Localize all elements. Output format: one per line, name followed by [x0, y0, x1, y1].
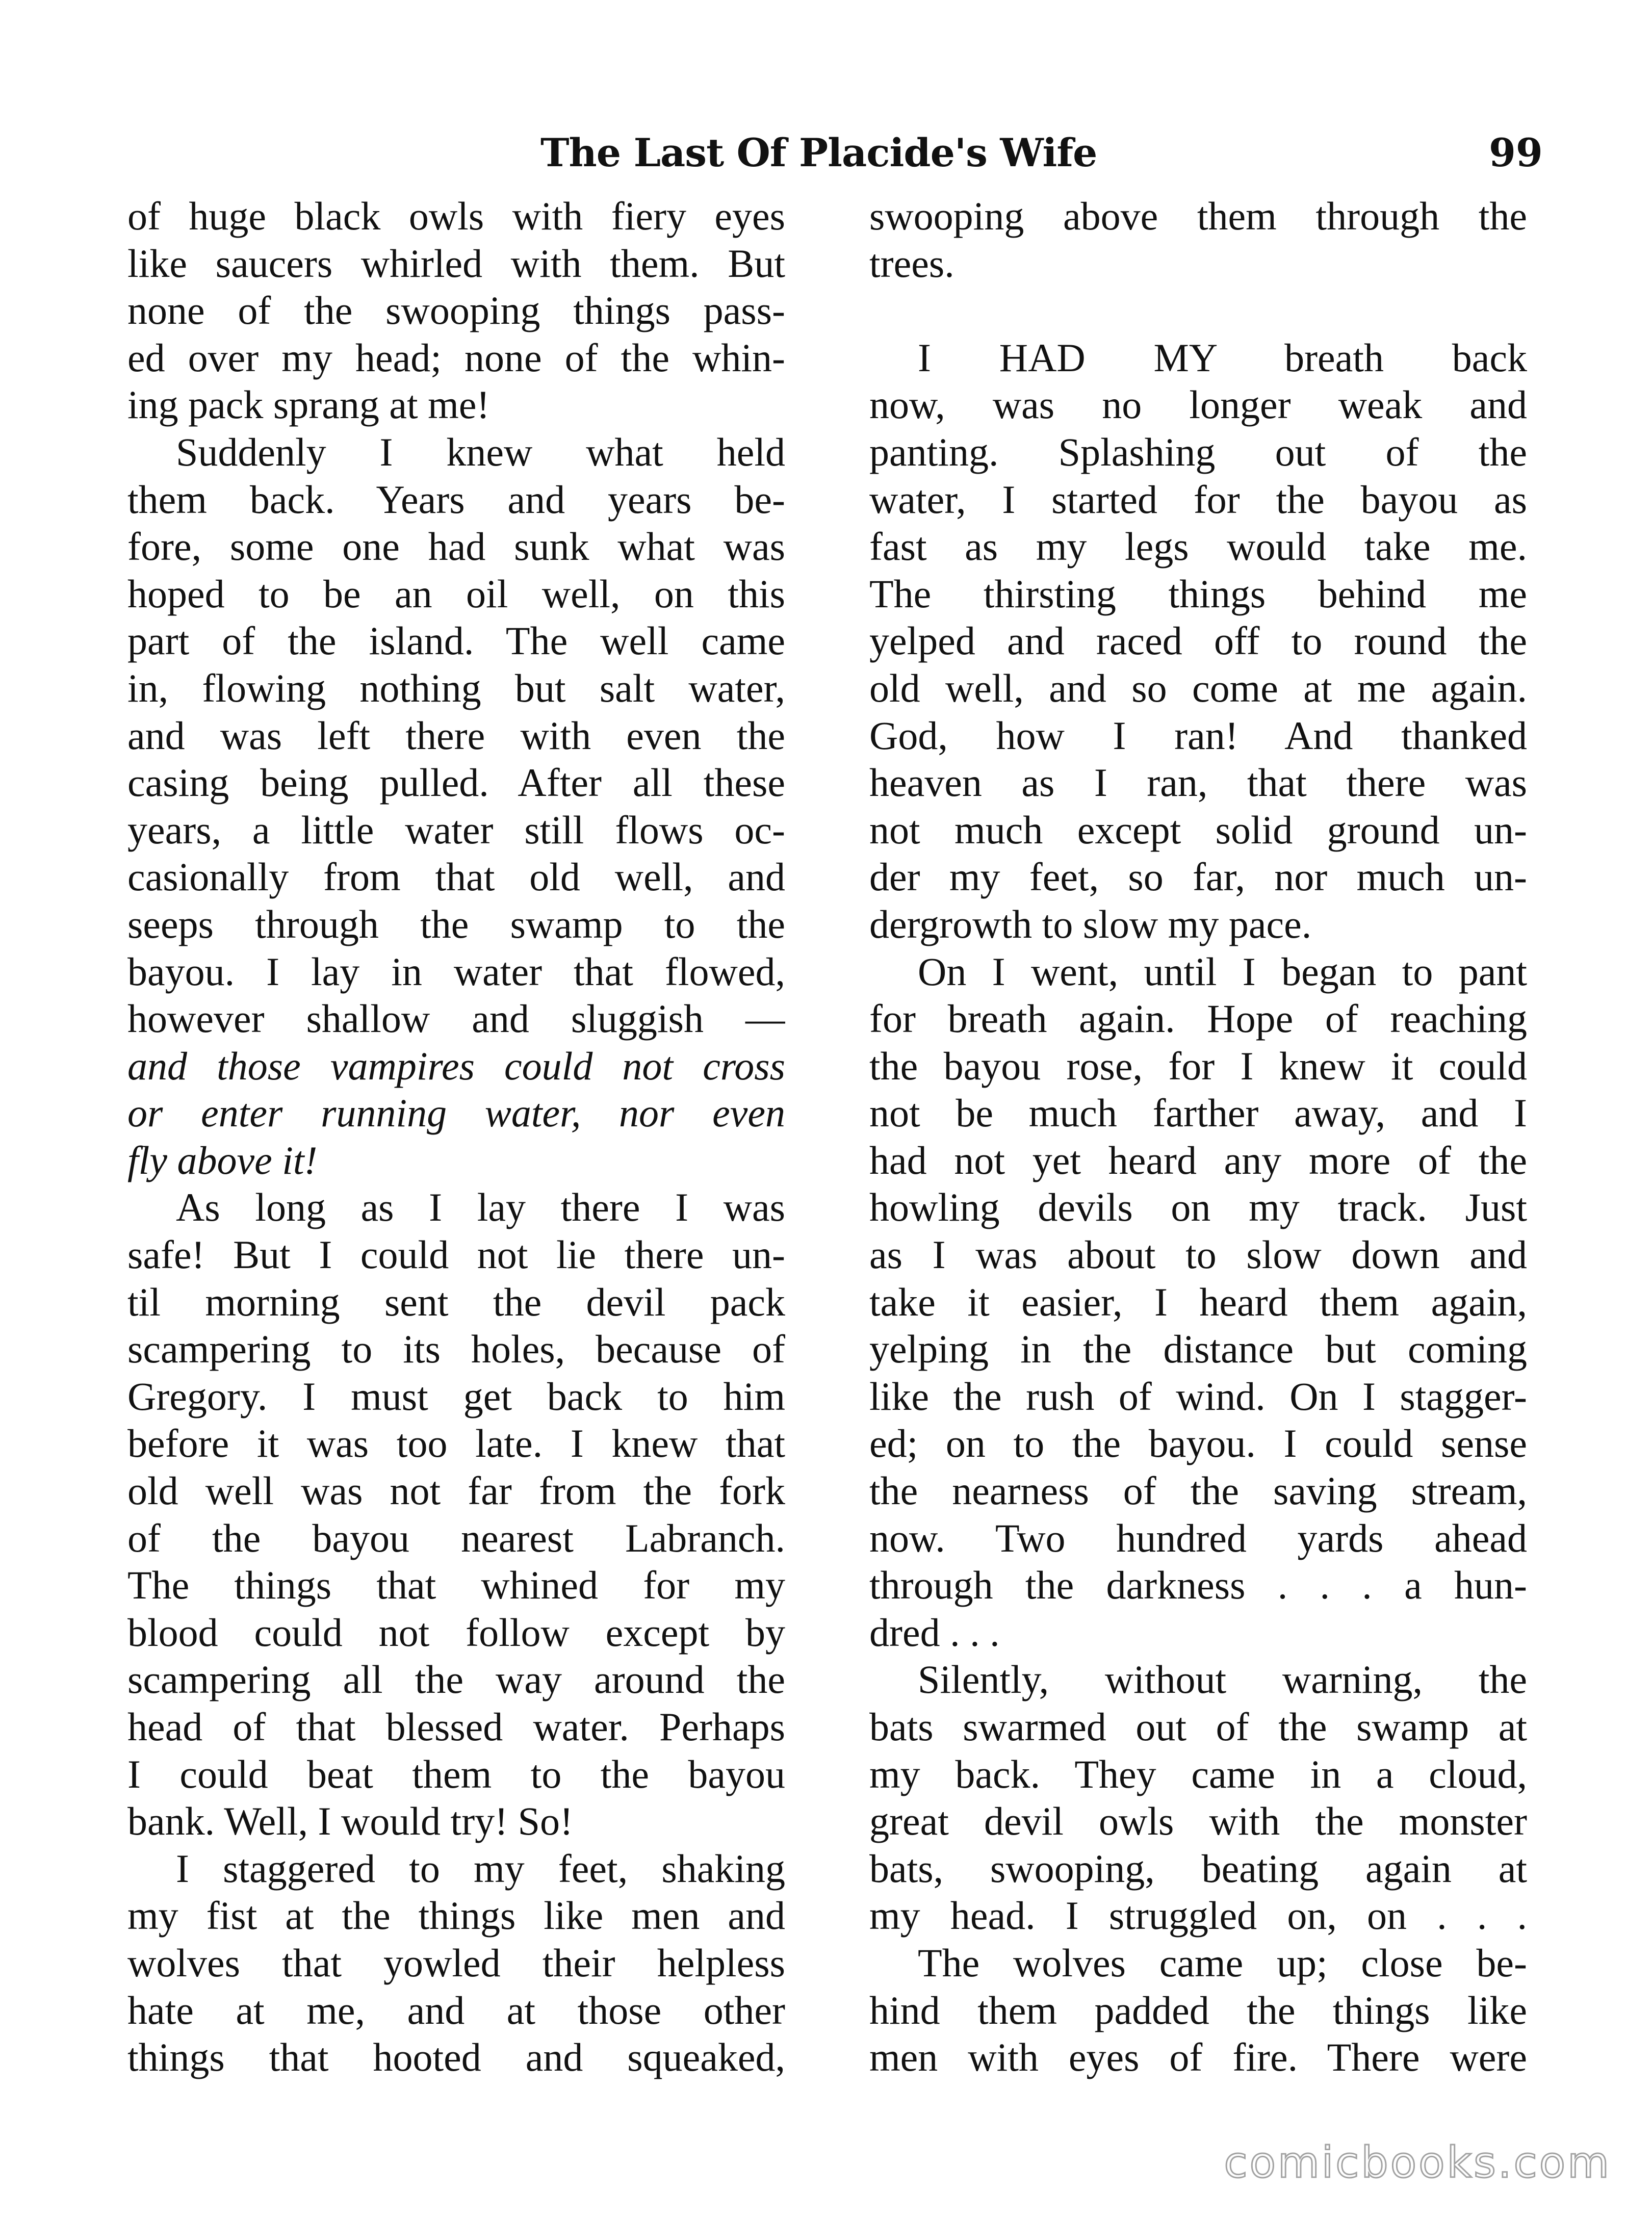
- text-line: take it easier, I heard them again,: [869, 1279, 1527, 1324]
- text-line: and was left there with even the: [127, 713, 785, 758]
- text-line: As long as I lay there I was: [176, 1185, 785, 1230]
- text-line: of huge black owls with fiery eyes: [127, 194, 785, 238]
- text-line: scampering all the way around the: [127, 1657, 785, 1702]
- text-line: fast as my legs would take me.: [869, 524, 1527, 569]
- text-line: dergrowth to slow my pace.: [869, 901, 1312, 946]
- paragraph-gap: [869, 287, 1527, 334]
- text-line: casing being pulled. After all these: [127, 760, 785, 805]
- text-line: men with eyes of fire. There were: [869, 2035, 1527, 2080]
- text-line: old well, and so come at me again.: [869, 665, 1527, 710]
- text-line: not much except solid ground un-: [869, 807, 1527, 852]
- text-line: der my feet, so far, nor much un-: [869, 855, 1527, 899]
- text-line: old well was not far from the fork: [127, 1468, 785, 1513]
- text-line: Suddenly I knew what held: [176, 429, 785, 474]
- text-line: my back. They came in a cloud,: [869, 1751, 1527, 1796]
- text-line: bank. Well, I would try! So!: [127, 1799, 573, 1844]
- text-line: yelping in the distance but coming: [869, 1327, 1527, 1372]
- text-line: great devil owls with the monster: [869, 1799, 1527, 1844]
- text-line: the nearness of the saving stream,: [869, 1468, 1527, 1513]
- text-line: had not yet heard any more of the: [869, 1138, 1527, 1182]
- text-line: bayou. I lay in water that flowed,: [127, 949, 785, 994]
- text-line: wolves that yowled their helpless: [127, 1940, 785, 1985]
- text-line: heaven as I ran, that there was: [869, 760, 1527, 805]
- text-line: Silently, without warning, the: [918, 1657, 1527, 1702]
- text-line: casionally from that old well, and: [127, 855, 785, 899]
- text-line: scampering to its holes, because of: [127, 1327, 785, 1372]
- text-line: hate at me, and at those other: [127, 1988, 785, 2032]
- left-text-column: [127, 193, 785, 2081]
- text-line: The thirsting things behind me: [869, 571, 1527, 616]
- text-line: my fist at the things like men and: [127, 1893, 785, 1938]
- text-line: as I was about to slow down and: [869, 1232, 1527, 1277]
- text-line: I staggered to my feet, shaking: [176, 1846, 785, 1891]
- text-line: fly above it!: [127, 1138, 318, 1182]
- text-line: things that hooted and squeaked,: [127, 2035, 785, 2080]
- text-line: On I went, until I began to pant: [918, 949, 1527, 994]
- text-line: the bayou rose, for I knew it could: [869, 1043, 1527, 1088]
- text-line: God, how I ran! And thanked: [869, 713, 1527, 758]
- text-line: seeps through the swamp to the: [127, 901, 785, 946]
- text-line: in, flowing nothing but salt water,: [127, 665, 785, 710]
- text-line: however shallow and sluggish —: [127, 996, 785, 1041]
- text-line: not be much farther away, and I: [869, 1091, 1527, 1136]
- text-line: through the darkness . . . a hun-: [869, 1563, 1527, 1608]
- text-line: yelped and raced off to round the: [869, 618, 1527, 663]
- text-line: swooping above them through the: [869, 194, 1527, 238]
- text-line: years, a little water still flows oc-: [127, 807, 785, 852]
- page-number: 99: [1489, 130, 1543, 175]
- text-line: ed over my head; none of the whin-: [127, 335, 785, 380]
- text-line: I could beat them to the bayou: [127, 1751, 785, 1796]
- running-header: [0, 127, 1652, 189]
- text-line: before it was too late. I knew that: [127, 1421, 785, 1466]
- text-line: part of the island. The well came: [127, 618, 785, 663]
- text-line: panting. Splashing out of the: [869, 429, 1527, 474]
- text-line: hoped to be an oil well, on this: [127, 571, 785, 616]
- text-line: bats, swooping, beating again at: [869, 1846, 1527, 1891]
- right-text-column: [869, 193, 1527, 2081]
- text-line: none of the swooping things pass-: [127, 288, 785, 333]
- running-title: The Last Of Placide's Wife: [540, 130, 1097, 175]
- text-line: like the rush of wind. On I stagger-: [869, 1374, 1527, 1419]
- text-line: my head. I struggled on, on . . .: [869, 1893, 1527, 1938]
- text-line: ing pack sprang at me!: [127, 382, 490, 427]
- text-line: bats swarmed out of the swamp at: [869, 1705, 1527, 1749]
- text-line: fore, some one had sunk what was: [127, 524, 785, 569]
- text-line: The wolves came up; close be-: [918, 1940, 1527, 1985]
- text-line: now, was no longer weak and: [869, 382, 1527, 427]
- text-line: hind them padded the things like: [869, 1988, 1527, 2032]
- text-line: trees.: [869, 241, 954, 286]
- text-line: howling devils on my track. Just: [869, 1185, 1527, 1230]
- text-line: water, I started for the bayou as: [869, 477, 1527, 522]
- watermark: comicbooks.com: [1224, 2137, 1611, 2187]
- text-line: blood could not follow except by: [127, 1610, 785, 1655]
- text-line: like saucers whirled with them. But: [127, 241, 785, 286]
- text-line: safe! But I could not lie there un-: [127, 1232, 785, 1277]
- text-line: dred . . .: [869, 1610, 1000, 1655]
- text-line: or enter running water, nor even: [127, 1091, 785, 1136]
- text-line: head of that blessed water. Perhaps: [127, 1705, 785, 1749]
- text-line: and those vampires could not cross: [127, 1043, 785, 1088]
- text-line: of the bayou nearest Labranch.: [127, 1515, 785, 1560]
- text-line: til morning sent the devil pack: [127, 1279, 785, 1324]
- text-line: I HAD MY breath back: [918, 335, 1527, 380]
- text-line: Gregory. I must get back to him: [127, 1374, 785, 1419]
- text-line: them back. Years and years be-: [127, 477, 785, 522]
- text-line: The things that whined for my: [127, 1563, 785, 1608]
- text-line: now. Two hundred yards ahead: [869, 1515, 1527, 1560]
- text-line: for breath again. Hope of reaching: [869, 996, 1527, 1041]
- text-line: ed; on to the bayou. I could sense: [869, 1421, 1527, 1466]
